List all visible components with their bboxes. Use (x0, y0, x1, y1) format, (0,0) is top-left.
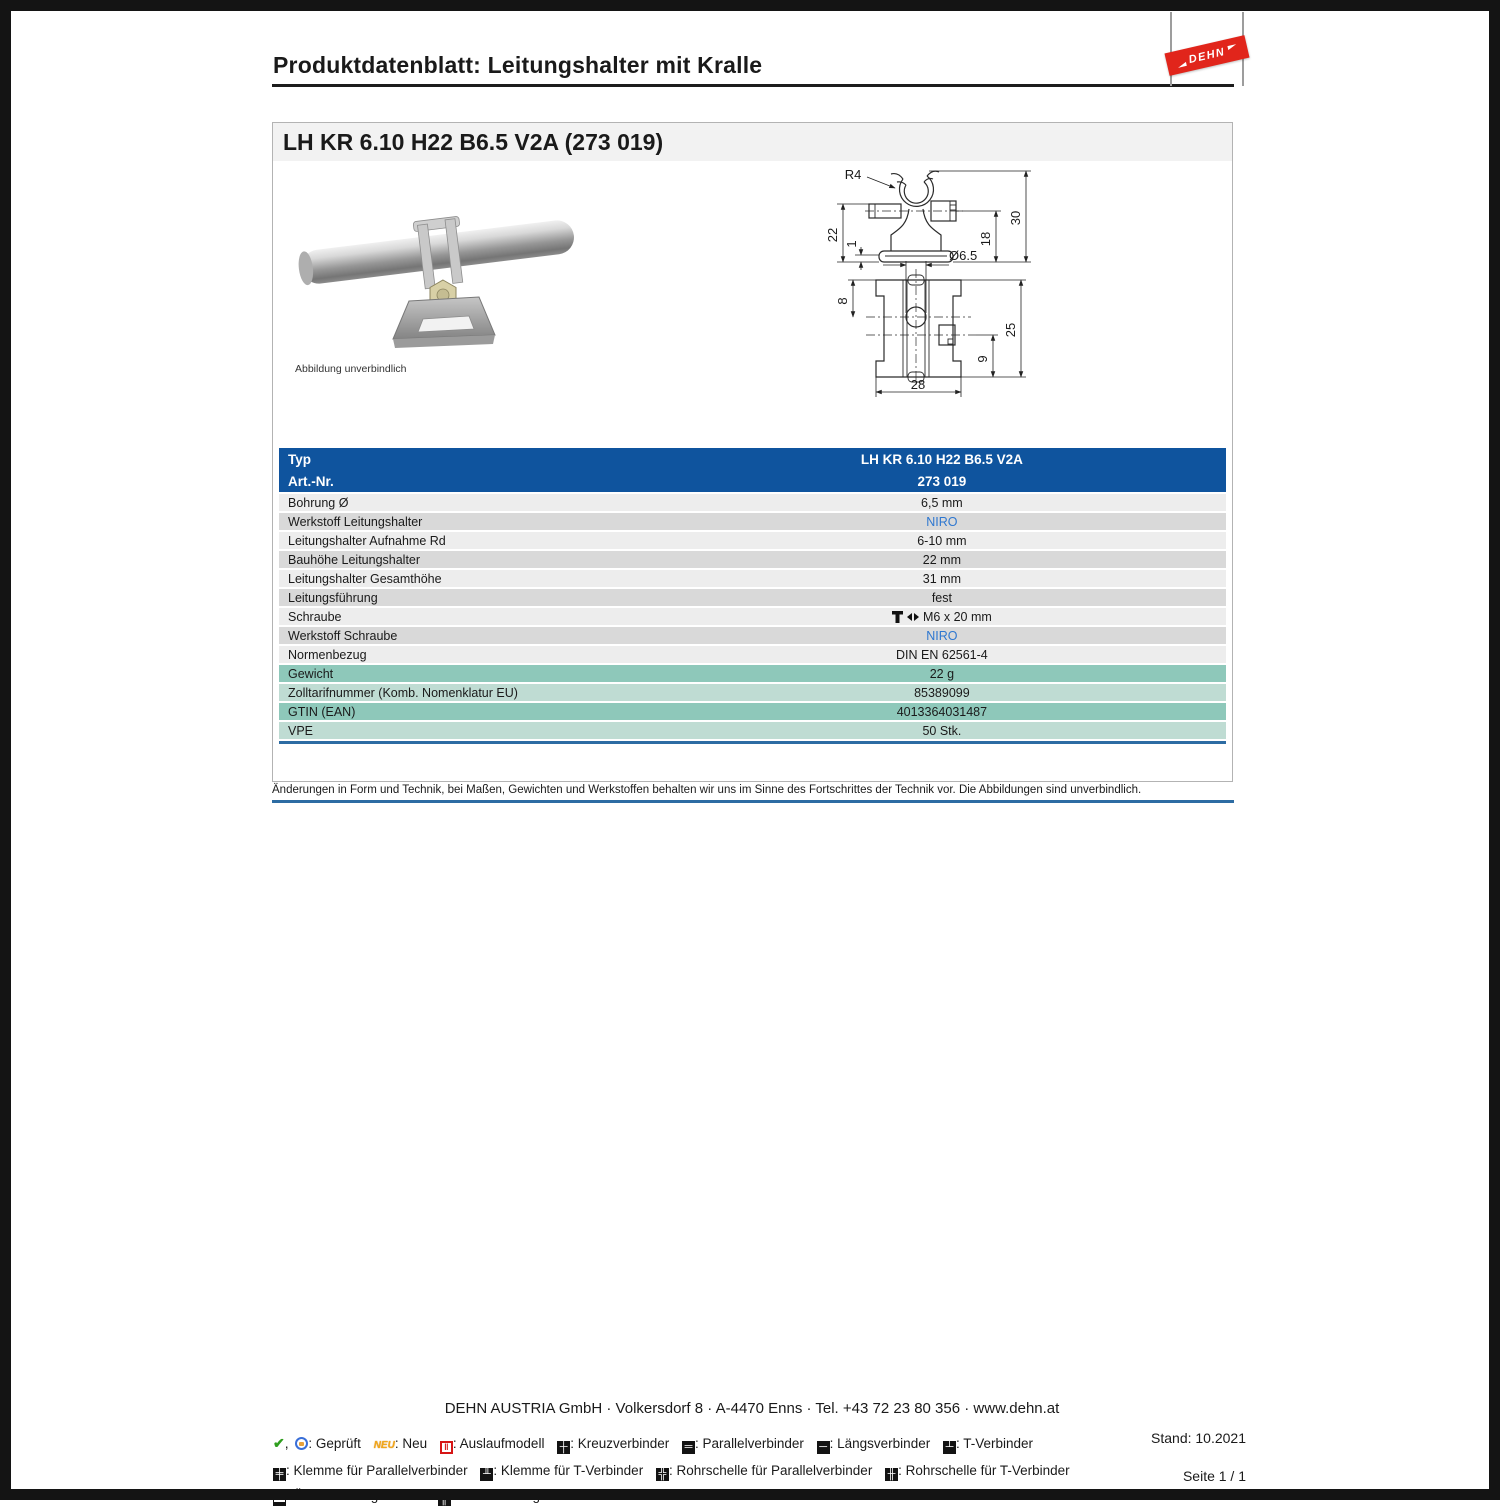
typ-label: Typ (288, 451, 311, 467)
legend-rohrschelle-parallel: : Rohrschelle für Parallelverbinder (669, 1463, 872, 1478)
page-number: Seite 1 / 1 (1182, 1468, 1246, 1484)
svg-text:8: 8 (835, 297, 850, 305)
legend-parallelverbinder: : Parallelverbinder (695, 1436, 804, 1451)
screw-icon (892, 611, 903, 623)
table-row: Gewicht 22 g (279, 665, 1226, 682)
artnr-value: 273 019 (917, 473, 967, 489)
klemme-t-verbinder-icon: ╨ (480, 1468, 493, 1481)
legend-ueberbrueckung: : Überbrückungsbauteil (286, 1488, 425, 1503)
logo-banner (1164, 35, 1249, 76)
table-row: GTIN (EAN) 4013364031487 (279, 703, 1226, 720)
svg-text:30: 30 (1008, 210, 1023, 226)
svg-text:22: 22 (825, 227, 840, 243)
potentialausgleichsschiene-icon: ║ (438, 1493, 451, 1506)
legend-klemme-parallel: : Klemme für Parallelverbinder (286, 1463, 468, 1478)
legend-potentialausgleich: : Potentialausgleichsschiene (451, 1488, 621, 1503)
table-row: Normenbezug DIN EN 62561-4 (279, 646, 1226, 663)
svg-text:28: 28 (910, 377, 926, 392)
table-row: Zolltarifnummer (Komb. Nomenklatur EU) 85389099 (279, 684, 1226, 701)
svg-text:9: 9 (975, 355, 990, 363)
disclaimer-rule (272, 800, 1234, 803)
legend-t-verbinder: : T-Verbinder (956, 1436, 1033, 1451)
company-address-line: DEHN AUSTRIA GmbH · Volkersdorf 8 · A-4470 Enns · Tel. +43 72 23 80 356 · www.dehn.at (444, 1400, 1060, 1417)
logo-arrow-left-icon (1177, 61, 1187, 67)
legend-geprueft: : Geprüft (308, 1436, 361, 1451)
artnr-label: Art.-Nr. (288, 473, 334, 489)
certificate-icon (295, 1437, 308, 1450)
symbol-legend (273, 1431, 1103, 1508)
legend-laengsverbinder: : Längsverbinder (830, 1436, 931, 1451)
spec-table (279, 448, 1226, 744)
spec-table-body (279, 494, 1226, 739)
stand-date: Stand: 10.2021 (1151, 1430, 1246, 1446)
kreuzverbinder-icon: ┼ (557, 1441, 570, 1454)
typ-value: LH KR 6.10 H22 B6.5 V2A (860, 451, 1023, 467)
laengsverbinder-icon: ─ (817, 1441, 830, 1454)
technical-drawing (821, 163, 1041, 403)
table-row: VPE 50 Stk. (279, 722, 1226, 739)
legend-line-2 (273, 1458, 1103, 1483)
niro-link[interactable]: NIRO (926, 628, 958, 643)
header-rule (272, 84, 1234, 87)
auslaufmodell-icon: ‖ (440, 1441, 453, 1454)
table-row: Leitungsführung fest (279, 589, 1226, 606)
legend-kreuzverbinder: : Kreuzverbinder (570, 1436, 669, 1451)
klemme-parallelverbinder-icon: ╪ (273, 1468, 286, 1481)
image-caption: Abbildung unverbindlich (295, 363, 407, 375)
svg-text:1: 1 (844, 240, 859, 248)
legend-line-3 (273, 1483, 1103, 1508)
legend-line-1 (273, 1431, 1103, 1458)
table-row: Werkstoff Leitungshalter NIRO (279, 513, 1226, 530)
product-datasheet-box (272, 122, 1233, 782)
parallelverbinder-icon: ═ (682, 1441, 695, 1454)
table-bottom-rule (279, 741, 1226, 744)
svg-text:R4: R4 (844, 167, 862, 182)
t-verbinder-icon: ┴ (943, 1441, 956, 1454)
product-title: LH KR 6.10 H22 B6.5 V2A (273 019) (273, 123, 1232, 161)
table-row: Bohrung Ø 6,5 mm (279, 494, 1226, 511)
check-icon: ✔ , (273, 1435, 292, 1451)
logo-arrow-right-icon (1227, 44, 1237, 50)
table-row: Bauhöhe Leitungshalter 22 mm (279, 551, 1226, 568)
svg-text:18: 18 (978, 231, 993, 247)
legend-rohrschelle-t: : Rohrschelle für T-Verbinder (898, 1463, 1070, 1478)
niro-link[interactable]: NIRO (926, 514, 958, 529)
product-photo (293, 183, 583, 348)
ueberbrueckungsbauteil-icon: ▬ (274, 1493, 285, 1505)
rohrschelle-parallelverbinder-icon: ╬ (656, 1468, 669, 1481)
table-row: Leitungshalter Aufnahme Rd 6-10 mm (279, 532, 1226, 549)
legend-klemme-t: : Klemme für T-Verbinder (493, 1463, 643, 1478)
spec-table-header (279, 448, 1226, 492)
table-row: Werkstoff Schraube NIRO (279, 627, 1226, 644)
table-row: Leitungshalter Gesamthöhe 31 mm (279, 570, 1226, 587)
logo-brand-text: DEHN (1187, 45, 1227, 66)
width-arrows-icon (907, 612, 919, 622)
disclaimer-text: Änderungen in Form und Technik, bei Maßen, Gewichten und Werkstoffen behalten wir uns im Sinne des Fortschrittes der Technik vor. Die Abbildungen sind unverbindlich. (272, 784, 1142, 796)
svg-text:Ø6.5: Ø6.5 (949, 248, 978, 263)
page-title: Produktdatenblatt: Leitungshalter mit Kralle (273, 52, 763, 78)
table-row: Schraube M6 x 20 mm (279, 608, 1226, 625)
legend-neu: : Neu (395, 1436, 427, 1451)
dehn-logo (1168, 12, 1246, 90)
legend-auslaufmodell: : Auslaufmodell (453, 1436, 545, 1451)
neu-badge: NEU (373, 1440, 395, 1451)
svg-text:25: 25 (1003, 322, 1018, 338)
rohrschelle-t-verbinder-icon: ╫ (885, 1468, 898, 1481)
